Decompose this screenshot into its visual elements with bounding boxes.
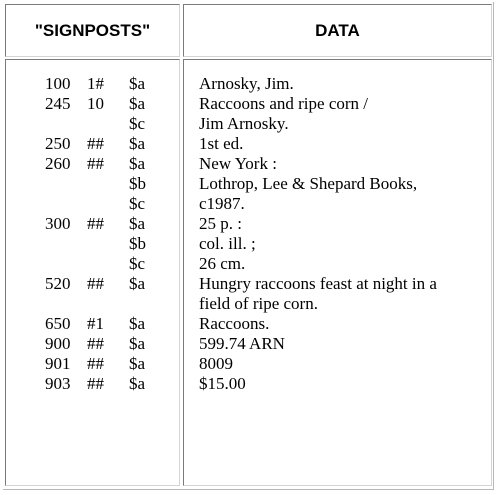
signposts-header-cell	[5, 4, 180, 57]
data-row	[184, 154, 491, 174]
marc-tag: 900	[45, 334, 71, 353]
data-row	[184, 134, 491, 154]
marc-subfield: $a	[129, 274, 146, 293]
data-header: DATA	[315, 20, 360, 40]
signposts-list	[6, 74, 179, 394]
data-row	[184, 334, 491, 354]
data-header-cell	[183, 4, 492, 57]
signpost-row	[6, 94, 179, 114]
data-value: c1987.	[199, 194, 245, 213]
signpost-row	[6, 194, 179, 214]
data-value: Raccoons.	[199, 314, 270, 333]
marc-tag: 260	[45, 154, 71, 173]
signposts-column	[5, 59, 180, 486]
data-value: Hungry raccoons feast at night in a	[199, 274, 437, 293]
marc-record-table	[3, 2, 494, 490]
data-value: 8009	[199, 354, 233, 373]
data-row	[184, 194, 491, 214]
marc-indicators: ##	[87, 214, 104, 233]
signpost-row	[6, 234, 179, 254]
marc-subfield: $a	[129, 314, 146, 333]
marc-subfield: $a	[129, 214, 146, 233]
marc-tag: 250	[45, 134, 71, 153]
data-value: field of ripe corn.	[199, 294, 318, 313]
marc-indicators: ##	[87, 154, 104, 173]
data-value: 599.74 ARN	[199, 334, 285, 353]
marc-tag: 901	[45, 354, 71, 373]
signpost-row	[6, 74, 179, 94]
marc-tag: 650	[45, 314, 71, 333]
signpost-row	[6, 134, 179, 154]
data-row	[184, 174, 491, 194]
data-value: Raccoons and ripe corn /	[199, 94, 368, 113]
signpost-row	[6, 174, 179, 194]
data-row	[184, 254, 491, 274]
data-value: 1st ed.	[199, 134, 244, 153]
data-row	[184, 314, 491, 334]
data-value: 26 cm.	[199, 254, 246, 273]
marc-subfield: $a	[129, 94, 146, 113]
signpost-row	[6, 314, 179, 334]
marc-subfield: $b	[129, 174, 146, 193]
marc-indicators: 10	[87, 94, 104, 113]
signpost-row	[6, 114, 179, 134]
marc-subfield: $c	[129, 254, 146, 273]
data-value: 25 p. :	[199, 214, 242, 233]
data-value: New York :	[199, 154, 277, 173]
marc-indicators: #1	[87, 314, 104, 333]
data-row	[184, 374, 491, 394]
marc-subfield: $a	[129, 134, 146, 153]
signpost-row	[6, 154, 179, 174]
data-value: $15.00	[199, 374, 246, 393]
data-list	[184, 74, 491, 394]
signpost-row	[6, 214, 179, 234]
marc-subfield: $a	[129, 74, 146, 93]
data-row	[184, 274, 491, 294]
data-row	[184, 354, 491, 374]
marc-subfield: $a	[129, 154, 146, 173]
marc-indicators: ##	[87, 374, 104, 393]
data-row	[184, 234, 491, 254]
signpost-row	[6, 374, 179, 394]
data-row	[184, 214, 491, 234]
signpost-row	[6, 274, 179, 294]
marc-tag: 903	[45, 374, 71, 393]
marc-tag: 520	[45, 274, 71, 293]
data-row	[184, 94, 491, 114]
marc-subfield: $c	[129, 194, 146, 213]
data-value: col. ill. ;	[199, 234, 256, 253]
marc-tag: 100	[45, 74, 71, 93]
signposts-header: "SIGNPOSTS"	[34, 20, 151, 40]
data-value: Lothrop, Lee & Shepard Books,	[199, 174, 418, 193]
signpost-row	[6, 254, 179, 274]
marc-subfield: $b	[129, 234, 146, 253]
marc-subfield: $a	[129, 334, 146, 353]
data-value: Arnosky, Jim.	[199, 74, 294, 93]
data-row	[184, 114, 491, 134]
signpost-row	[6, 294, 179, 314]
marc-tag: 300	[45, 214, 71, 233]
marc-subfield: $c	[129, 114, 146, 133]
signpost-row	[6, 354, 179, 374]
data-value: Jim Arnosky.	[199, 114, 289, 133]
data-row	[184, 294, 491, 314]
data-row	[184, 74, 491, 94]
marc-indicators: ##	[87, 334, 104, 353]
marc-subfield: $a	[129, 374, 146, 393]
marc-subfield: $a	[129, 354, 146, 373]
signpost-row	[6, 334, 179, 354]
marc-tag: 245	[45, 94, 71, 113]
marc-indicators: ##	[87, 274, 104, 293]
data-column	[183, 59, 492, 486]
marc-indicators: 1#	[87, 74, 104, 93]
marc-indicators: ##	[87, 354, 104, 373]
marc-indicators: ##	[87, 134, 104, 153]
